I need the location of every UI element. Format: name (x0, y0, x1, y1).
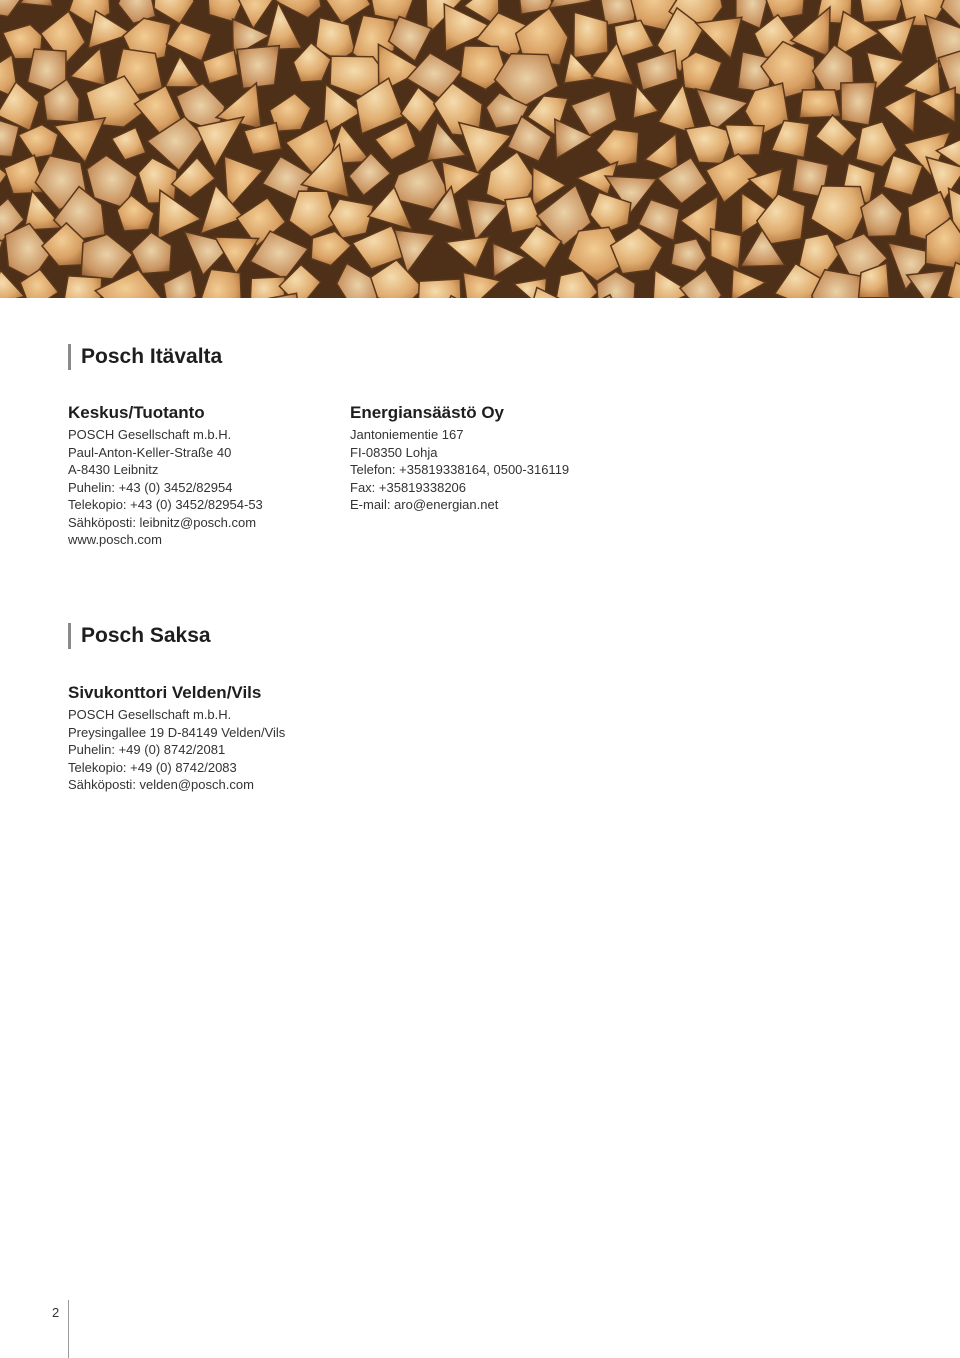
firewood-hero-image (0, 0, 960, 298)
dealer-title: Energiansäästö Oy (350, 403, 505, 422)
branch-contact-block (68, 682, 285, 794)
headquarters-email: Sähköposti: leibnitz@posch.com (68, 514, 257, 530)
section-heading-austria: Posch Itävalta (68, 344, 222, 370)
headquarters-fax: Telekopio: +43 (0) 3452/82954-53 (68, 497, 263, 512)
firewood-log (799, 90, 841, 118)
dealer-contact-block (350, 402, 569, 514)
branch-phone: Puhelin: +49 (0) 8742/2081 (68, 742, 226, 757)
dealer-phone: Telefon: +35819338164, 0500-316119 (350, 462, 570, 477)
firewood-log (418, 279, 461, 298)
headquarters-phone: Puhelin: +43 (0) 3452/82954 (68, 479, 233, 495)
branch-title: Sivukonttori Velden/Vils (68, 683, 262, 702)
headquarters-company: POSCH Gesellschaft m.b.H. (68, 427, 232, 442)
dealer-fax: Fax: +35819338206 (350, 479, 467, 495)
firewood-log (237, 46, 280, 89)
headquarters-street: Paul-Anton-Keller-Straße 40 (68, 444, 232, 460)
branch-email: Sähköposti: velden@posch.com (68, 777, 254, 792)
section-heading-germany: Posch Saksa (68, 623, 211, 649)
firewood-log (858, 0, 903, 22)
firewood-log (62, 276, 102, 298)
firewood-log (841, 82, 876, 125)
dealer-email: E-mail: aro@energian.net (350, 497, 499, 512)
page-number: 2 (52, 1305, 60, 1320)
stacked-firewood-icon (0, 0, 960, 298)
footer-vertical-rule (68, 1300, 69, 1358)
headquarters-contact-block (68, 402, 263, 549)
headquarters-website: www.posch.com (68, 532, 162, 547)
branch-company: POSCH Gesellschaft m.b.H. (68, 707, 232, 722)
headquarters-title: Keskus/Tuotanto (68, 403, 205, 422)
headquarters-city: A-8430 Leibnitz (68, 462, 159, 477)
branch-address: Preysingallee 19 D-84149 Velden/Vils (68, 724, 286, 740)
dealer-street: Jantoniementie 167 (350, 427, 464, 442)
branch-fax: Telekopio: +49 (0) 8742/2083 (68, 759, 237, 775)
dealer-city: FI-08350 Lohja (350, 444, 438, 460)
